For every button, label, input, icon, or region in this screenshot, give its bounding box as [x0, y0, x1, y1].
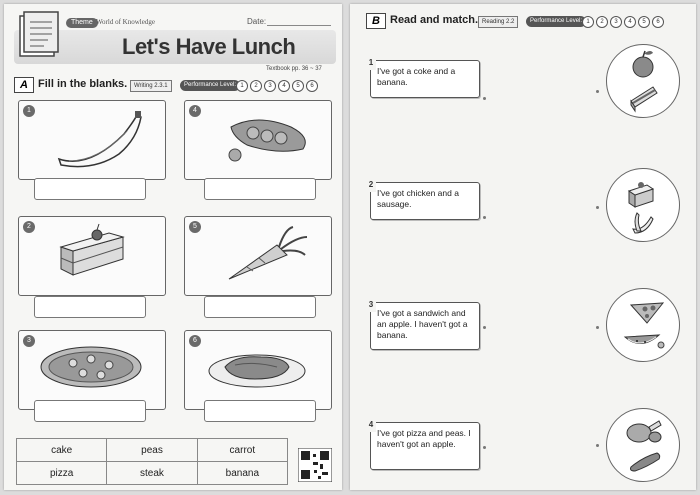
word-bank-item: pizza: [17, 462, 107, 485]
level-2[interactable]: 2: [596, 16, 608, 28]
word-bank: [16, 438, 288, 485]
worksheet-page-left: [4, 4, 342, 490]
peas-icon: [217, 109, 317, 169]
item-number: 4: [366, 420, 376, 432]
watermelon-icon: [625, 335, 664, 348]
pizza-icon: [39, 343, 149, 393]
theme-badge: Theme: [66, 18, 98, 28]
performance-levels: [582, 16, 664, 28]
match-dot[interactable]: [483, 446, 486, 449]
level-2[interactable]: 2: [250, 80, 262, 92]
item-number: 2: [366, 180, 376, 192]
level-6[interactable]: 6: [306, 80, 318, 92]
word-bank-item: carrot: [197, 439, 287, 462]
item-number: 5: [189, 221, 201, 233]
apple-icon: [633, 51, 653, 77]
match-dot[interactable]: [483, 326, 486, 329]
level-4[interactable]: 4: [278, 80, 290, 92]
item-number: 3: [366, 300, 376, 312]
match-dot[interactable]: [483, 216, 486, 219]
answer-input-1[interactable]: [34, 178, 146, 200]
circle-4-images: [607, 409, 679, 481]
match-dot[interactable]: [596, 444, 599, 447]
level-6[interactable]: 6: [652, 16, 664, 28]
level-1[interactable]: 1: [236, 80, 248, 92]
performance-label: Performance Level:: [526, 16, 586, 27]
word-bank-item: banana: [197, 462, 287, 485]
book-icon: [14, 10, 62, 60]
item-number: 1: [366, 58, 376, 70]
circle-1-images: [607, 45, 679, 117]
level-4[interactable]: 4: [624, 16, 636, 28]
carrot-icon: [217, 223, 317, 285]
cucumber-icon: [631, 453, 660, 471]
cake-icon: [53, 223, 153, 285]
pizza-icon: [631, 303, 663, 323]
answer-input-4[interactable]: [204, 178, 316, 200]
match-dot[interactable]: [596, 206, 599, 209]
answer-input-2[interactable]: [34, 296, 146, 318]
banana-icon: [633, 213, 653, 233]
level-3[interactable]: 3: [610, 16, 622, 28]
textbook-ref: Textbook pp. 36 ~ 37: [266, 66, 322, 72]
skill-code: Writing 2.3.1: [130, 80, 172, 92]
theme-name: World of Knowledge: [96, 18, 155, 26]
answer-input-3[interactable]: [34, 400, 146, 422]
food-circle-1[interactable]: [606, 44, 680, 118]
food-circle-4[interactable]: [606, 408, 680, 482]
food-circle-3[interactable]: [606, 288, 680, 362]
level-5[interactable]: 5: [292, 80, 304, 92]
section-letter: B: [366, 13, 386, 29]
word-bank-item: peas: [107, 439, 197, 462]
word-bank-item: steak: [107, 462, 197, 485]
item-number: 2: [23, 221, 35, 233]
date-label: Date:: [247, 17, 267, 26]
circle-2-images: [607, 169, 679, 241]
exercise-card-3: [18, 330, 166, 410]
level-3[interactable]: 3: [264, 80, 276, 92]
sentence-card-2: I've got chicken and a sausage.: [370, 182, 480, 220]
steak-icon: [205, 343, 315, 393]
level-5[interactable]: 5: [638, 16, 650, 28]
sentence-card-1: I've got a coke and a banana.: [370, 60, 480, 98]
qr-code-icon: [298, 448, 332, 482]
sentence-card-3: I've got a sandwich and an apple. I haven't got a banana.: [370, 302, 480, 350]
sentence-card-4: I've got pizza and peas. I haven't got an apple.: [370, 422, 480, 470]
sandwich-icon: [631, 87, 657, 111]
word-bank-item: cake: [17, 439, 107, 462]
item-number: 1: [23, 105, 35, 117]
answer-input-6[interactable]: [204, 400, 316, 422]
section-title: Read and match.: [390, 14, 479, 26]
banana-icon: [49, 109, 149, 169]
answer-input-5[interactable]: [204, 296, 316, 318]
match-dot[interactable]: [596, 326, 599, 329]
skill-code: Reading 2.2: [478, 16, 518, 28]
exercise-card-4: [184, 100, 332, 180]
exercise-card-2: [18, 216, 166, 296]
exercise-card-5: [184, 216, 332, 296]
date-field[interactable]: [267, 25, 331, 26]
item-number: 3: [23, 335, 35, 347]
item-number: 6: [189, 335, 201, 347]
cake-icon: [629, 182, 653, 207]
exercise-card-6: [184, 330, 332, 410]
match-dot[interactable]: [483, 97, 486, 100]
page-title: Let's Have Lunch: [122, 34, 296, 59]
performance-label: Performance Level:: [180, 80, 240, 91]
food-circle-2[interactable]: [606, 168, 680, 242]
section-title: Fill in the blanks.: [38, 78, 128, 90]
match-dot[interactable]: [596, 90, 599, 93]
level-1[interactable]: 1: [582, 16, 594, 28]
exercise-card-1: [18, 100, 166, 180]
circle-3-images: [607, 289, 679, 361]
section-letter: A: [14, 77, 34, 93]
performance-levels: [236, 80, 318, 92]
item-number: 4: [189, 105, 201, 117]
worksheet-page-right: [350, 4, 696, 490]
chicken-icon: [627, 421, 661, 442]
